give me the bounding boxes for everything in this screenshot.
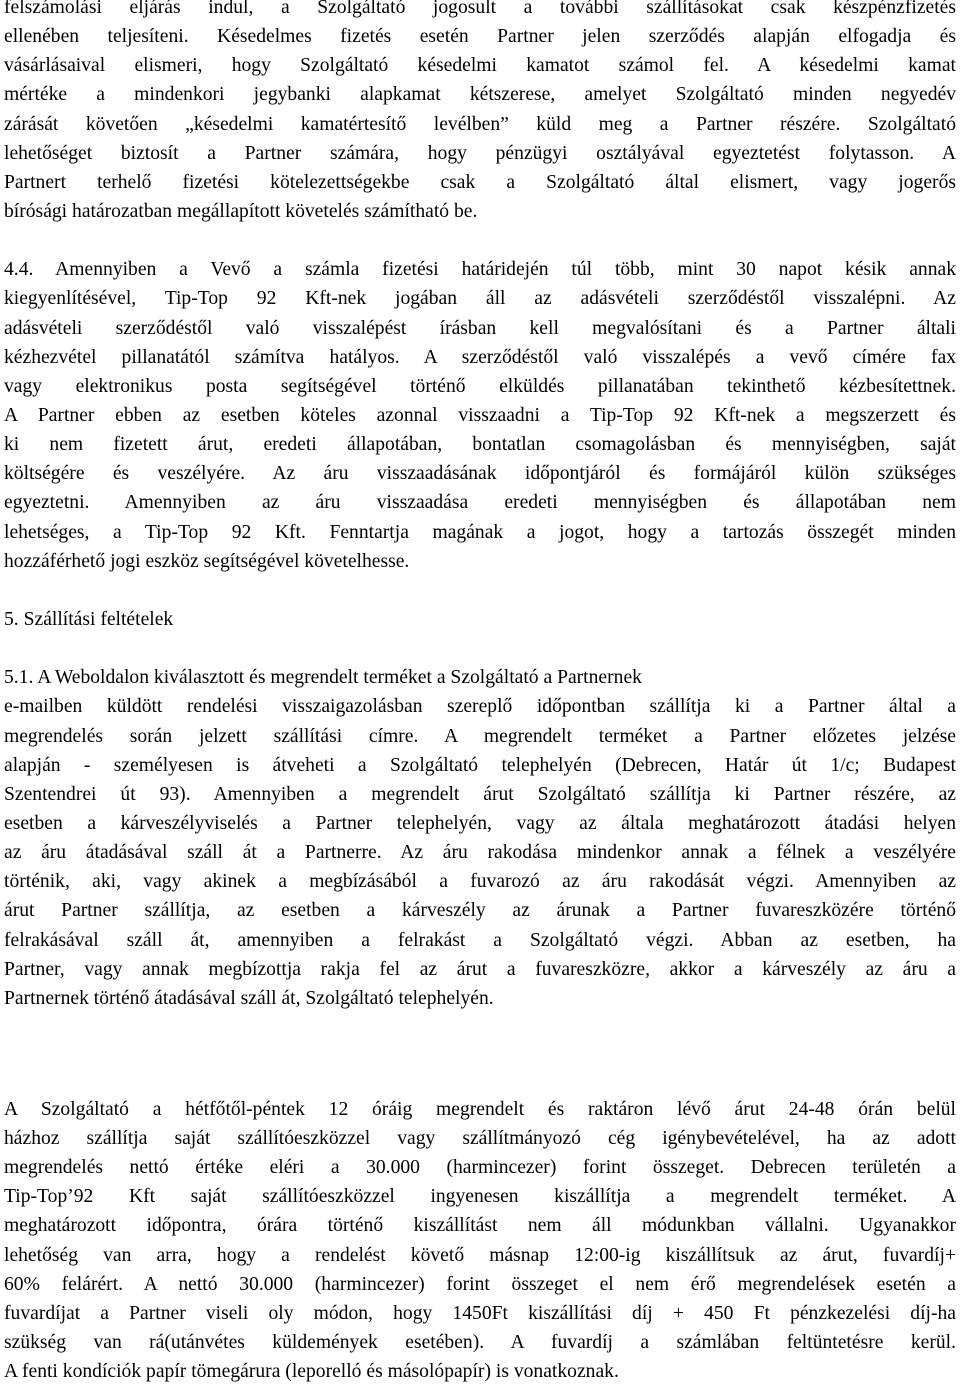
text-line: egyeztetni. Amennyiben az áru visszaadása eredeti mennyiségben és állapotában nem (4, 492, 956, 514)
text-line: lehetőség van arra, hogy a rendelést követő másnap 12:00-ig kiszállítsuk az árut, fuvardíj+ (4, 1244, 956, 1266)
text-line: Szentendrei út 93). Amennyiben a megrendelt árut Szolgáltató szállítja ki Partner részére, az (4, 783, 956, 805)
text-line: hozzáférhető jogi eszköz segítségével követelhesse. (4, 550, 410, 572)
text-line: vásárlásaival elismeri, hogy Szolgáltató késedelmi kamatot számol fel. A késedelmi kamat (4, 55, 956, 77)
text-line: A Szolgáltató a hétfőtől-péntek 12 óráig megrendelt és raktáron lévő árut 24-48 órán belül (4, 1098, 956, 1120)
text-line: e-mailben küldött rendelési visszaigazolásban szereplő időpontban szállítja ki a Partner által a (4, 696, 956, 718)
text-line: költségére és veszélyére. Az áru visszaadásának időpontjáról és formájáról külön szükséges (4, 463, 956, 485)
text-line: vagy elektronikus posta segítségével történő elküldés pillanatában tekinthető kézbesítettnek. (4, 375, 956, 397)
text-line: házhoz szállítja saját szállítóeszközzel vagy szállítmányozó cég igénybevételével, ha az adott (4, 1128, 956, 1150)
text-line: kiegyenlítésével, Tip-Top 92 Kft-nek jogában áll az adásvételi szerződéstől visszalépni. Az (4, 288, 956, 310)
section-heading-5 (4, 605, 956, 634)
text-line: árut Partner szállítja, az esetben a kárveszély az árunak a Partner fuvareszközére történő (4, 900, 956, 922)
text-line: ki nem fizetett árut, eredeti állapotában, bontatlan csomagolásban és mennyiségben, saját (4, 434, 956, 456)
text-line: 4.4. Amennyiben a Vevő a számla fizetési határidején túl több, mint 30 napot késik annak (4, 259, 956, 281)
paragraph-gap (4, 226, 956, 255)
text-line: szükség van rá(utánvétes küldemények esetében). A fuvardíj a számlában feltüntetésre kerül. (4, 1332, 956, 1354)
paragraph-gap-large (4, 1013, 956, 1095)
text-line: megrendelés során jelzett szállítási címre. A megrendelt terméket a Partner előzetes jelzése (4, 725, 956, 747)
paragraph-delivery-terms (4, 1095, 956, 1386)
text-line: esetben a kárveszélyviselés a Partner telephelyén, vagy az általa meghatározott átadási helyen (4, 812, 956, 834)
text-line: lehetőséget biztosít a Partner számára, hogy pénzügyi osztályával egyeztetést folytasson. A (4, 142, 956, 164)
document-page (4, 0, 956, 1386)
text-line: Partner, vagy annak megbízottja rakja fel az árut a fuvareszközre, akkor a kárveszély az áru a (4, 958, 956, 980)
paragraph-late-payment (4, 0, 956, 226)
text-line: megrendelés nettó értéke eléri a 30.000 (harmincezer) forint összeget. Debrecen területén a (4, 1157, 956, 1179)
text-line: lehetséges, a Tip-Top 92 Kft. Fenntartja magának a jogot, hogy a tartozás összegét minden (4, 521, 956, 543)
text-line: 60% felárért. A nettó 30.000 (harmincezer) forint összeget el nem érő megrendelések esetén a (4, 1273, 956, 1295)
text-line: fuvardíjat a Partner viseli oly módon, hogy 1450Ft kiszállítási díj + 450 Ft pénzkezelési díj-ha (4, 1302, 956, 1324)
text-line: kézhezvétel pillanatától számítva hatályos. A szerződéstől való visszalépés a vevő címére fax (4, 346, 956, 368)
text-line: zárását követően „késedelmi kamatértesítő levélben” küld meg a Partner részére. Szolgáltató (4, 113, 956, 135)
text-line: Partnernek történő átadásával száll át, Szolgáltató telephelyén. (4, 987, 494, 1009)
text-line: A Partner ebben az esetben köteles azonnal visszaadni a Tip-Top 92 Kft-nek a megszerzett és (4, 404, 956, 426)
text-line: mértéke a mindenkori jegybanki alapkamat kétszerese, amelyet Szolgáltató minden negyedév (4, 84, 956, 106)
text-line: meghatározott időpontra, órára történő kiszállítást nem áll módunkban vállalni. Ugyanakkor (4, 1215, 956, 1237)
text-line: 5.1. A Weboldalon kiválasztott és megrendelt terméket a Szolgáltató a Partnernek (4, 667, 642, 689)
text-line: ellenében teljesíteni. Késedelmes fizetés esetén Partner jelen szerződés alapján elfogadja és (4, 26, 956, 48)
text-line: adásvételi szerződéstől való visszalépést írásban kell megvalósítani és a Partner általi (4, 317, 956, 339)
paragraph-5-1 (4, 663, 956, 1013)
paragraph-gap (4, 634, 956, 663)
text-line: történik, aki, vagy akinek a megbízásából a fuvarozó az áru rakodását végzi. Amennyiben az (4, 871, 956, 893)
paragraph-4-4 (4, 255, 956, 576)
paragraph-gap (4, 576, 956, 605)
text-line: A fenti kondíciók papír tömegárura (leporelló és másolópapír) is vonatkoznak. (4, 1361, 619, 1383)
text-line: Tip-Top’92 Kft saját szállítóeszközzel ingyenesen kiszállítja a megrendelt terméket. A (4, 1186, 956, 1208)
text-line: felrakásával száll át, amennyiben a felrakást a Szolgáltató végzi. Abban az esetben, ha (4, 929, 956, 951)
text-line: alapján - személyesen is átveheti a Szolgáltató telephelyén (Debrecen, Határ út 1/c; Budapest (4, 754, 956, 776)
heading-text: 5. Szállítási feltételek (4, 608, 174, 630)
text-line: bírósági határozatban megállapított követelés számítható be. (4, 200, 478, 222)
text-line: Partnert terhelő fizetési kötelezettségekbe csak a Szolgáltató által elismert, vagy jogerős (4, 171, 956, 193)
text-line: az áru átadásával száll át a Partnerre. Az áru rakodása mindenkor annak a félnek a veszélyére (4, 842, 956, 864)
text-line: felszámolási eljárás indul, a Szolgáltató jogosult a további szállításokat csak készpénzfizetés (4, 0, 956, 18)
